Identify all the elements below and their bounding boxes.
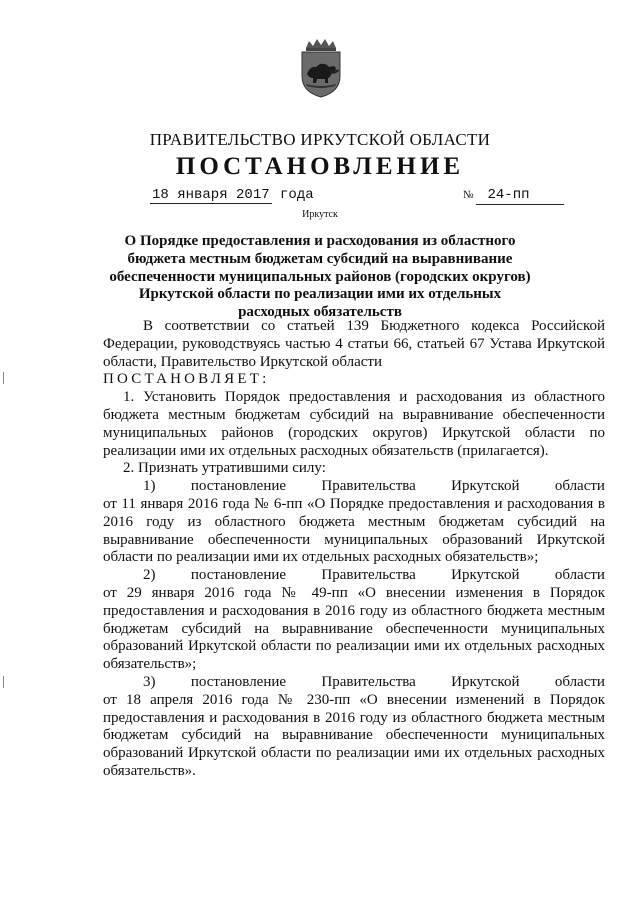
item-word: Правительства <box>321 673 416 690</box>
item-number: 1) <box>143 478 156 495</box>
document-title: О Порядке предоставления и расходования из областного бюджета местным бюджетам субсидий на выравнивание обеспеченности муниципальных районов (городских округов) Иркутской области по реализации ими их отдельных расходных обязательств <box>109 233 531 321</box>
date-suffix: года <box>280 187 314 203</box>
decree-date <box>150 186 314 204</box>
list-item-text: от 18 апреля 2016 года № 230-пп «О внесении изменений в Порядок предоставления и расходования в 2016 году из областного бюджета местным бюджетам субсидий на выравнивание обеспеченности муниципальных образований Иркутской области по реализации ими их отдельных расходных обязательств». <box>103 691 605 779</box>
item-word: постановление <box>190 567 287 584</box>
coat-of-arms-icon <box>298 38 344 98</box>
city: Иркутск <box>302 209 338 220</box>
list-item <box>103 567 605 674</box>
scan-margin-mark <box>3 676 4 688</box>
list-item-first-line <box>103 567 605 585</box>
scan-margin-mark <box>3 372 4 384</box>
government-name: ПРАВИТЕЛЬСТВО ИРКУТСКОЙ ОБЛАСТИ <box>149 130 491 149</box>
item-word: Правительства <box>321 478 416 495</box>
document-body <box>103 318 605 781</box>
list-item <box>103 478 605 567</box>
list-item-first-line <box>103 478 605 496</box>
item-word: Правительства <box>321 567 416 584</box>
list-item-first-line <box>103 674 605 692</box>
paragraph-2: 2. Признать утратившими силу: <box>123 460 326 477</box>
number-mark: № <box>463 189 474 201</box>
decree-number <box>463 186 564 205</box>
resolves-word: ПОСТАНОВЛЯЕТ: <box>103 371 270 388</box>
list-item-text: от 29 января 2016 года № 49-пп «О внесении изменения в Порядок предоставления и расходования в 2016 году из областного бюджета местным бюджетам субсидий на выравнивание обеспеченности муниципальных образований Иркутской области по реализации ими их отдельных расходных обязательств»; <box>103 584 605 673</box>
paragraph-1: 1. Установить Порядок предоставления и расходования из областного бюджета местным бюджетам субсидий на выравнивание обеспеченности муниципальных районов (городских округов) Иркутской области по реализации ими их отдельных расходных обязательств (прилагается). <box>103 389 605 459</box>
item-word: Иркутской <box>451 673 520 690</box>
document-type: ПОСТАНОВЛЕНИЕ <box>175 153 465 180</box>
item-word: области <box>554 567 605 584</box>
item-word: области <box>554 478 605 495</box>
item-number: 2) <box>143 567 156 584</box>
date-value: 18 января 2017 <box>152 187 270 203</box>
item-word: области <box>554 673 605 690</box>
list-item <box>103 674 605 781</box>
item-word: Иркутской <box>451 478 520 495</box>
preamble: В соответствии со статьей 139 Бюджетного кодекса Российской Федерации, руководствуясь частью 4 статьи 66, статьей 67 Устава Иркутской области, Правительство Иркутской области <box>103 318 605 370</box>
item-number: 3) <box>143 673 156 690</box>
number-value: 24-пп <box>476 186 564 205</box>
item-word: Иркутской <box>451 567 520 584</box>
item-word: постановление <box>190 673 287 690</box>
list-item-text: от 11 января 2016 года № 6-пп «О Порядке предоставления и расходования в 2016 году из областного бюджета местным бюджетам субсидий на выравнивание обеспеченности муниципальных образований Иркутской области по реализации ими их отдельных расходных обязательств»; <box>103 495 605 566</box>
item-word: постановление <box>190 478 287 495</box>
